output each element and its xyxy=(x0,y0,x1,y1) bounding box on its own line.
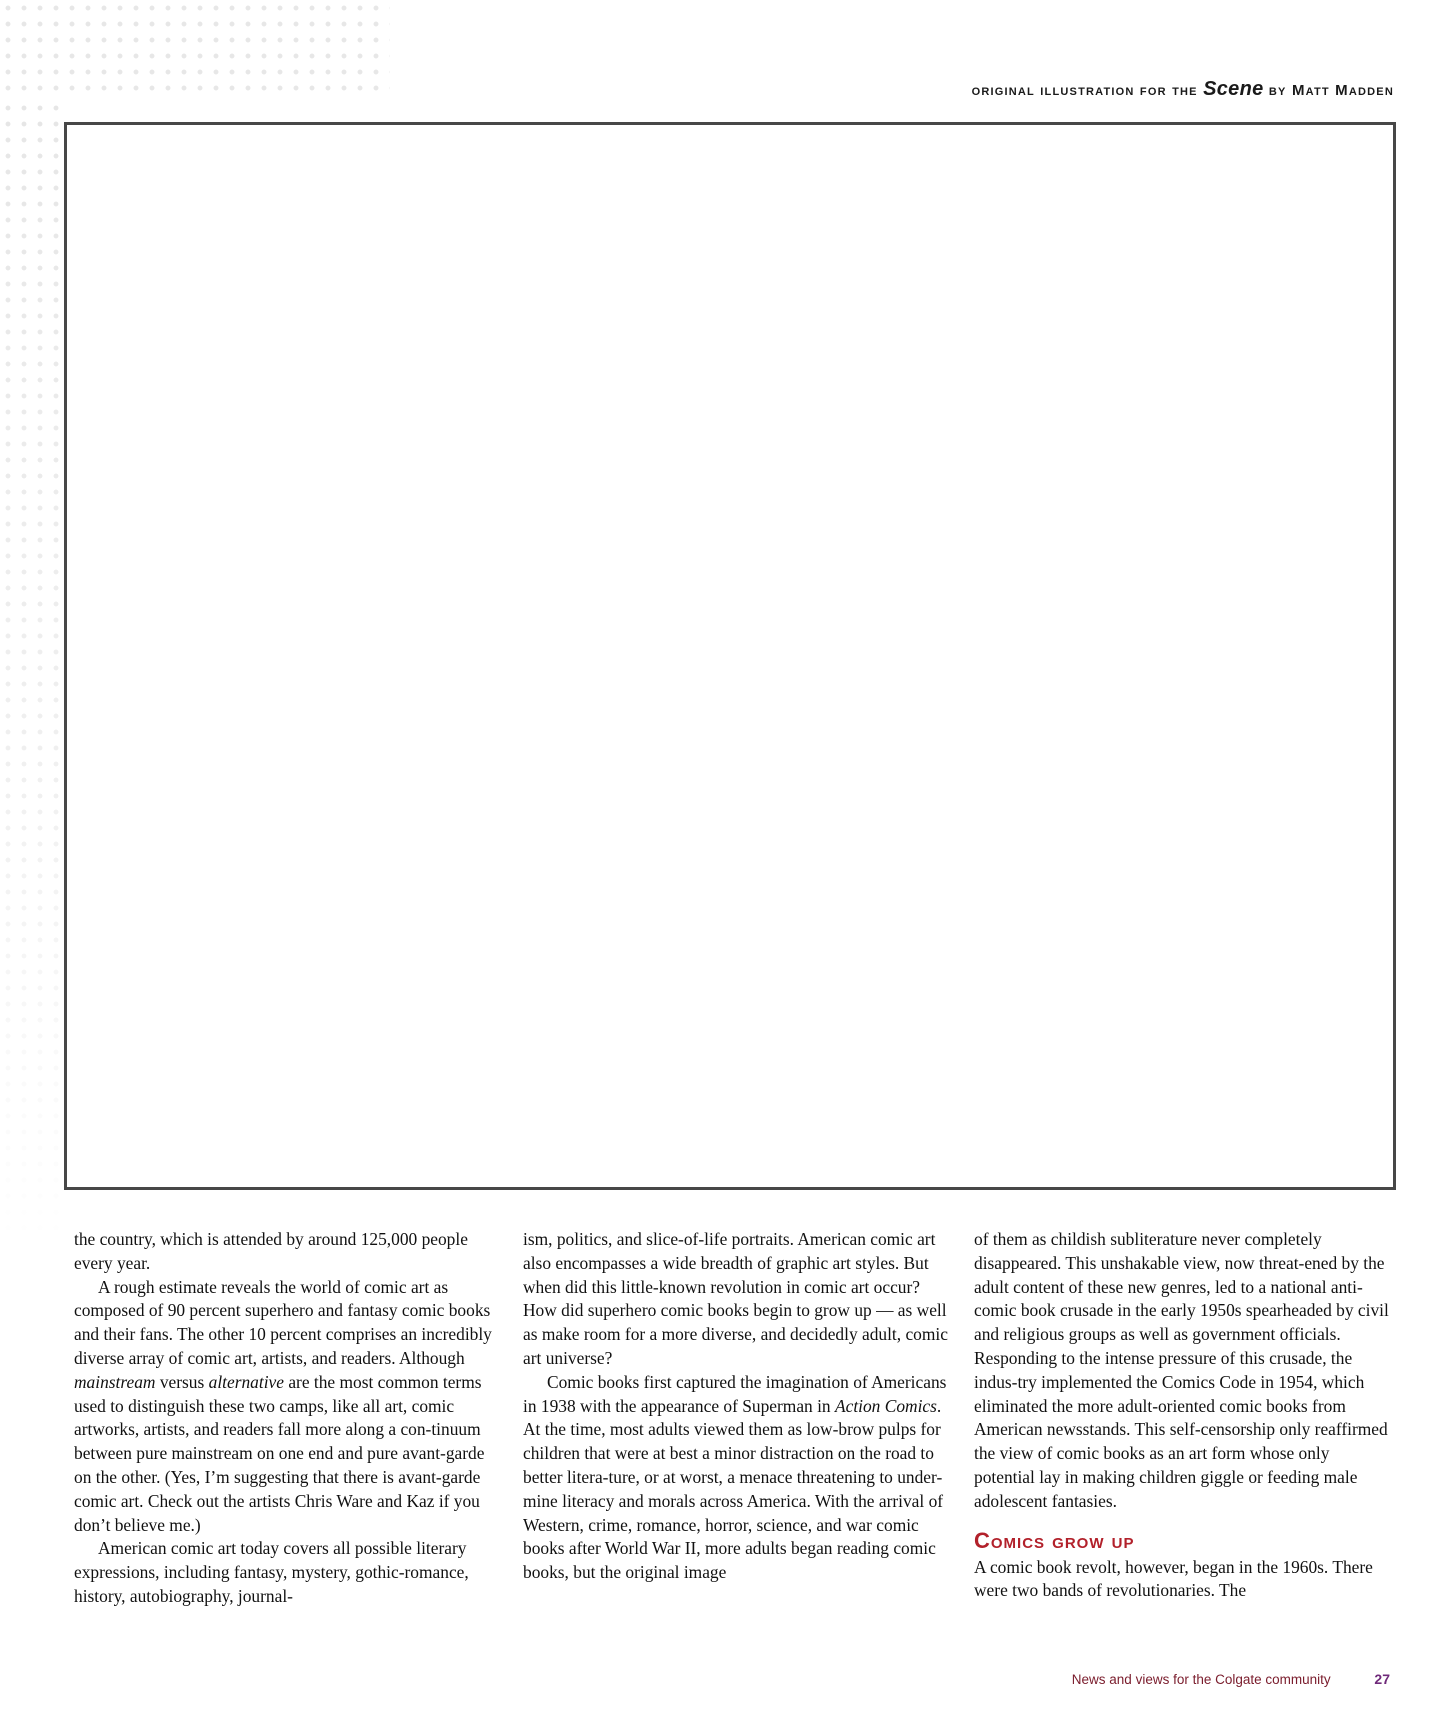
article-column-3 xyxy=(974,1228,1394,1603)
paragraph: the country, which is attended by around 125,000 people every year. xyxy=(74,1229,468,1273)
text-run: versus xyxy=(155,1371,209,1392)
paragraph: American comic art today covers all possible literary expressions, including fantasy, mystery, gothic-romance, history, autobiography, journal- xyxy=(74,1538,469,1606)
credit-prefix: original illustration for the xyxy=(971,82,1198,99)
emphasis-alternative: alternative xyxy=(208,1371,284,1392)
paragraph: ism, politics, and slice-of-life portraits. American comic art also encompasses a wide breadth of graphic art styles. But when did this little-known revolution in comic art occur? How did superhero comic books begin to grow up — as well as make room for a more diverse, and decidedly adult, comic art universe? xyxy=(523,1229,948,1368)
credit-publication: Scene xyxy=(1203,78,1264,100)
text-run: . At the time, most adults viewed them as low-brow pulps for children that were at best a minor distraction on the road to better litera-ture, or at worst, a menace threatening to under-mine literacy and morals across America. With the arrival of Western, crime, romance, horror, science, and war comic books after World War II, more adults began reading comic books, but the original image xyxy=(523,1395,944,1583)
illustration-frame xyxy=(64,122,1396,1190)
credit-by: by xyxy=(1268,82,1287,99)
paragraph: of them as childish subliterature never completely disappeared. This unshakable view, now threat-ened by the adult content of these new genres, led to a national anti-comic book crusade in the early 1950s spearheaded by civil and religious groups as well as government officials. Responding to the intense pressure of this crusade, the indus-try implemented the Comics Code in 1954, which eliminated the more adult-oriented comic books from American newsstands. This self-censorship only reaffirmed the view of comic books as an art form whose only potential lay in making children giggle or feeding male adolescent fantasies. xyxy=(974,1229,1389,1511)
paragraph: A comic book revolt, however, began in the 1960s. There were two bands of revolutionaries. The xyxy=(974,1556,1373,1601)
section-subhead: Comics grow up xyxy=(974,1527,1135,1553)
article-column-2 xyxy=(523,1228,953,1585)
page-number: 27 xyxy=(1374,1671,1390,1687)
paragraph xyxy=(523,1371,953,1585)
text-run: A rough estimate reveals the world of comic art as composed of 90 percent superhero and fantasy comic books and their fans. The other 10 percent comprises an incredibly diverse array of comic art, artists, and readers. Although xyxy=(74,1276,492,1368)
credit-artist: Matt Madden xyxy=(1291,82,1394,99)
emphasis-action-comics: Action Comics xyxy=(834,1395,937,1416)
footer-tagline: News and views for the Colgate community xyxy=(1071,1672,1331,1687)
article-column-1 xyxy=(74,1228,494,1609)
decorative-dot-pattern-left xyxy=(0,100,60,1250)
emphasis-mainstream: mainstream xyxy=(74,1371,156,1392)
paragraph xyxy=(74,1276,494,1538)
page-footer xyxy=(1072,1671,1390,1687)
text-run: are the most common terms used to distinguish these two camps, like all art, comic artworks, artists, and readers fall more along a con-tinuum between pure mainstream on one end and pure avant-garde on the other. (Yes, I’m suggesting that there is avant-garde comic art. Check out the artists Chris Ware and Kaz if you don’t believe me.) xyxy=(74,1371,485,1535)
illustration-credit xyxy=(972,78,1394,101)
text-run: Comic books first captured the imagination of Americans in 1938 with the appearance of Superman in xyxy=(523,1371,947,1416)
decorative-dot-pattern xyxy=(0,0,390,100)
